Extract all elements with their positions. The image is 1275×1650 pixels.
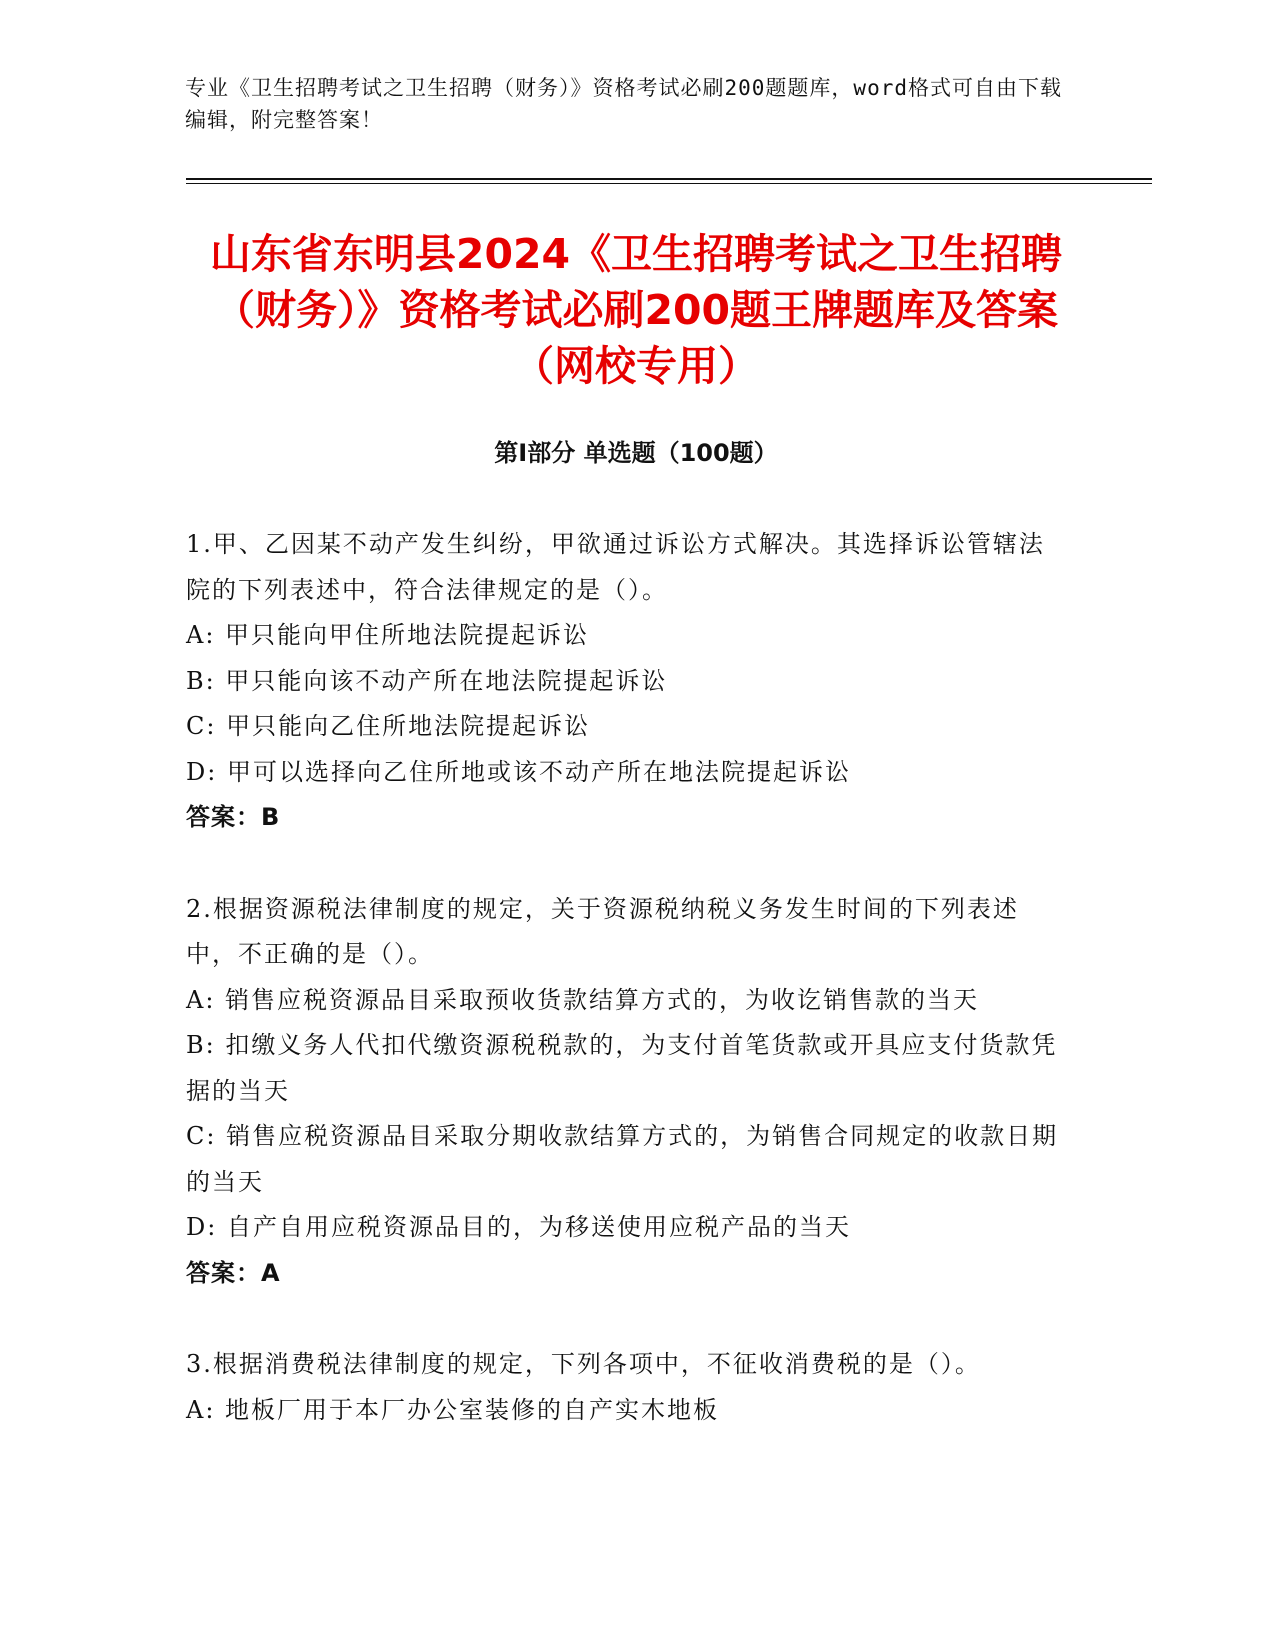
question-stem: 1.甲、乙因某不动产发生纠纷，甲欲通过诉讼方式解决。其选择诉讼管辖法院的下列表述中，符合法律规定的是（）。	[186, 530, 1045, 604]
question-list	[186, 522, 1066, 1479]
option-a: A: 甲只能向甲住所地法院提起诉讼	[186, 621, 590, 649]
question-item	[186, 522, 1066, 841]
option-b: B: 扣缴义务人代扣代缴资源税税款的，为支付首笔货款或开具应支付货款凭据的当天	[186, 1031, 1058, 1105]
question-answer: 答案：A	[186, 1258, 281, 1287]
question-stem: 3.根据消费税法律制度的规定，下列各项中，不征收消费税的是（）。	[186, 1350, 981, 1378]
option-a: A: 销售应税资源品目采取预收货款结算方式的，为收讫销售款的当天	[186, 985, 980, 1014]
option-d: D: 自产自用应税资源品目的，为移送使用应税产品的当天	[186, 1213, 851, 1241]
question-item	[186, 1342, 1066, 1433]
document-header-note: 专业《卫生招聘考试之卫生招聘（财务）》资格考试必刷200题题库，word格式可自由下载编辑，附完整答案！	[185, 76, 1062, 132]
header-divider-thick	[186, 178, 1152, 180]
option-c: C: 销售应税资源品目采取分期收款结算方式的，为销售合同规定的收款日期的当天	[186, 1122, 1059, 1196]
section-heading: 第I部分 单选题（100题）	[494, 439, 778, 467]
option-a: A: 地板厂用于本厂办公室装修的自产实木地板	[186, 1395, 720, 1424]
question-stem: 2.根据资源税法律制度的规定，关于资源税纳税义务发生时间的下列表述中，不正确的是（）。	[186, 894, 1019, 968]
document-title: 山东省东明县2024《卫生招聘考试之卫生招聘（财务）》资格考试必刷200题王牌题库及答案（网校专用）	[209, 230, 1063, 390]
question-answer: 答案：B	[186, 803, 281, 831]
option-b: B: 甲只能向该不动产所在地法院提起诉讼	[186, 666, 668, 695]
option-c: C: 甲只能向乙住所地法院提起诉讼	[186, 712, 591, 740]
option-d: D: 甲可以选择向乙住所地或该不动产所在地法院提起诉讼	[186, 757, 851, 786]
header-divider-thin	[186, 183, 1152, 184]
question-item	[186, 887, 1066, 1297]
